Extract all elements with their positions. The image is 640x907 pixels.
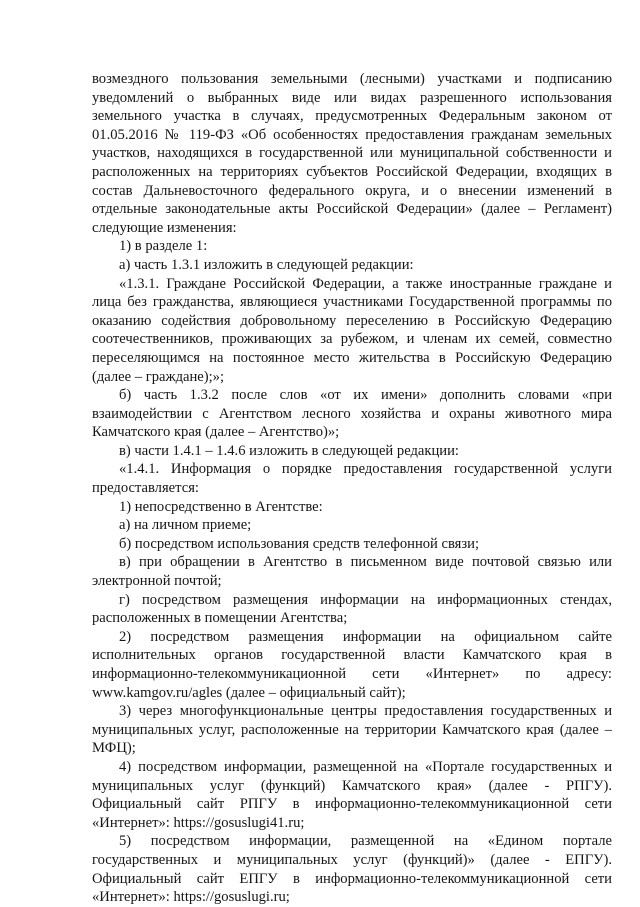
paragraph-item-1g: г) посредством размещения информации на информационных стендах, расположенных в помещении Агентства; [92, 591, 612, 627]
paragraph-item-5: 5) посредством информации, размещенной на «Едином портале государственных и муниципальных услуг (функций)» (далее - ЕПГУ). Официальный сайт ЕПГУ в информационно-телекоммуникационной сети «Интернет»: https://gosuslugi.ru; [92, 833, 612, 906]
paragraph-part-b: б) часть 1.3.2 после слов «от их имени» дополнить словами «при взаимодействии с Агентством лесного хозяйства и охраны животного мира Камчатского края (далее – Агентство)»; [92, 387, 612, 441]
paragraph-item-1v: в) при обращении в Агентство в письменном виде почтовой связью или электронной почтой; [92, 554, 612, 590]
paragraph-item-2: 2) посредством размещения информации на официальном сайте исполнительных органов государственной власти Камчатского края в информационно-телекоммуникационной сети «Интернет» по адресу: www.kamgov.ru/agles (далее – официальный сайт); [92, 628, 612, 701]
document-body [92, 70, 612, 907]
paragraph-section-1: 1) в разделе 1: [119, 238, 208, 255]
paragraph-item-3: 3) через многофункциональные центры предоставления государственных и муниципальных услуг, расположенные на территории Камчатского края (далее – МФЦ); [92, 703, 612, 757]
paragraph-part-v: в) части 1.4.1 – 1.4.6 изложить в следующей редакции: [119, 442, 459, 459]
paragraph-part-a: а) часть 1.3.1 изложить в следующей редакции: [119, 256, 414, 273]
paragraph-1-4-1: «1.4.1. Информация о порядке предоставления государственной услуги предоставляется: [92, 461, 612, 497]
paragraph-intro: возмездного пользования земельными (лесными) участками и подписанию уведомлений о выбранных виде или видах разрешенного использования земельного участка в случаях, предусмотренных Федеральным законом от 01.05.2016 № 119-ФЗ «Об особенностях предоставления гражданам земельных участков, находящихся в государственной или муниципальной собственности и расположенных на территориях субъектов Российской Федерации, входящих в состав Дальневосточного федерального округа, и о внесении изменений в отдельные законодательные акты Российской Федерации» (далее – Регламент) следующие изменения: [92, 71, 612, 236]
paragraph-item-1a: а) на личном приеме; [119, 517, 252, 534]
paragraph-item-1b: б) посредством использования средств телефонной связи; [119, 535, 480, 552]
paragraph-item-4: 4) посредством информации, размещенной на «Портале государственных и муниципальных услуг (функций) Камчатского края» (далее - РПГУ). Официальный сайт РПГУ в информационно-телекоммуникационной сети «Интернет»: https://gosuslugi41.ru; [92, 758, 612, 831]
paragraph-1-3-1: «1.3.1. Граждане Российской Федерации, а также иностранные граждане и лица без гражданства, являющиеся участниками Государственной программы по оказанию содействия добровольному переселению в Российскую Федерацию соотечественников, проживающих за рубежом, и членам их семей, совместно переселяющимся на постоянное место жительства в Российскую Федерацию (далее – граждане);»; [92, 275, 612, 385]
paragraph-item-1: 1) непосредственно в Агентстве: [119, 498, 323, 515]
